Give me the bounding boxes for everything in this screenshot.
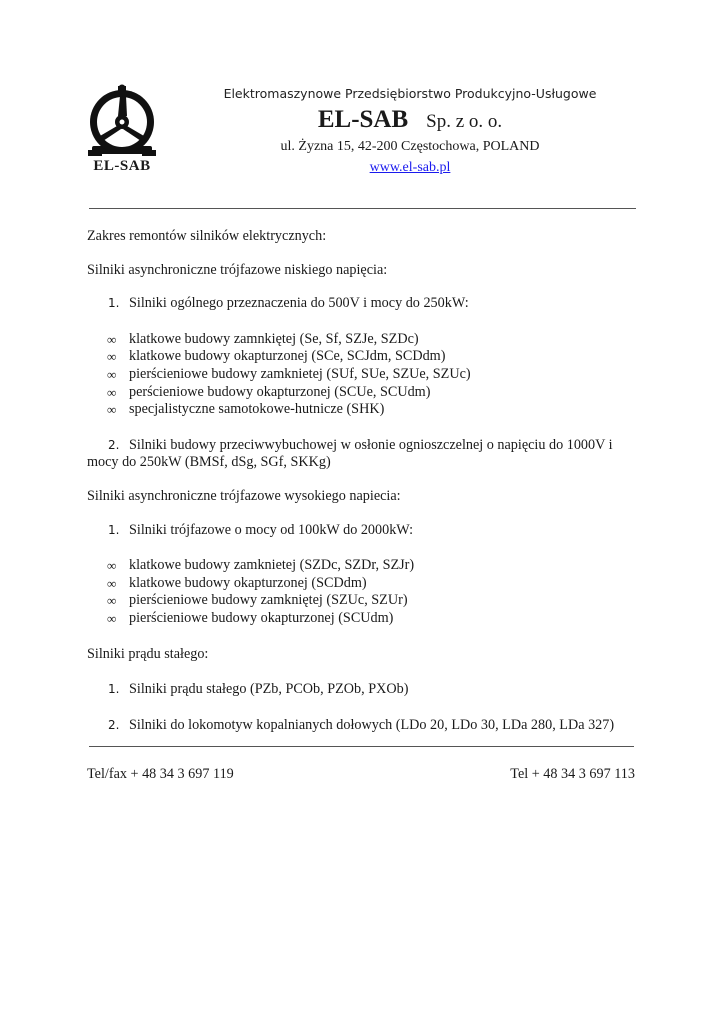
list-item-text: perścieniowe budowy okapturzonej (SCUe, SCUdm): [129, 383, 431, 400]
website-link[interactable]: www.el-sab.pl: [369, 160, 451, 175]
footer-phone: Tel + 48 34 3 697 113: [510, 766, 635, 782]
infinity-bullet-icon: ∞: [107, 593, 117, 609]
infinity-bullet-icon: ∞: [107, 384, 117, 400]
list-item-text: klatkowe budowy zamnkiętej (Se, Sf, SZJe, SZDc): [129, 330, 419, 347]
item-number: 2.: [108, 717, 120, 732]
footer-divider: [89, 746, 634, 747]
infinity-bullet-icon: ∞: [107, 575, 117, 591]
list-item: [87, 592, 647, 610]
list-item-text: specjalistyczne samotokowe-hutnicze (SHK): [129, 401, 385, 418]
motor-emblem-icon: [84, 84, 160, 160]
item-text: Silniki budowy przeciwwybuchowej w osłonie ognioszczelnej o napięciu do 1000V i mocy do 250kW (BMSf, dSg, SGf, SKKg): [87, 436, 613, 471]
list-item-text: klatkowe budowy okapturzonej (SCDdm): [129, 574, 367, 591]
list-item: [87, 557, 647, 575]
item-text: Silniki trójfazowe o mocy od 100kW do 2000kW:: [129, 521, 414, 538]
dc-item-2: [87, 717, 647, 735]
infinity-bullet-icon: ∞: [107, 558, 117, 574]
company-legal-form: Sp. z o. o.: [426, 111, 503, 132]
company-logo: [84, 84, 160, 180]
item-number: 1.: [108, 682, 120, 697]
list-item-text: klatkowe budowy zamknietej (SZDc, SZDr, SZJr): [129, 557, 415, 574]
list-item: [87, 384, 647, 402]
low-voltage-item-2: [87, 437, 647, 472]
document-body: [87, 228, 647, 734]
company-address: ul. Żyzna 15, 42-200 Częstochowa, POLAND: [280, 139, 540, 154]
high-voltage-heading: Silniki asynchroniczne trójfazowe wysokiego napiecia:: [87, 487, 401, 504]
infinity-bullet-icon: ∞: [107, 331, 117, 347]
item-number: 1.: [108, 296, 120, 311]
company-name: EL-SAB: [317, 106, 409, 133]
high-voltage-item-1: [87, 522, 647, 540]
high-voltage-bullet-list: [87, 557, 647, 627]
infinity-bullet-icon: ∞: [107, 402, 117, 418]
company-description: Elektromaszynowe Przedsiębiorstwo Produkcyjno-Usługowe: [223, 86, 597, 101]
list-item: [87, 366, 647, 384]
list-item: [87, 610, 647, 628]
item-number: 2.: [108, 437, 120, 452]
list-item: [87, 401, 647, 419]
company-website: [160, 160, 660, 176]
low-voltage-item-1: [87, 295, 647, 313]
item-text: Silniki ogólnego przeznaczenia do 500V i mocy do 250kW:: [129, 295, 469, 312]
intro-text: Zakres remontów silników elektrycznych:: [87, 228, 327, 244]
low-voltage-heading: Silniki asynchroniczne trójfazowe niskiego napięcia:: [87, 261, 388, 278]
list-item: [87, 331, 647, 349]
low-voltage-bullet-list: [87, 331, 647, 419]
item-text: Silniki do lokomotyw kopalnianych dołowych (LDo 20, LDo 30, LDa 280, LDa 327): [129, 716, 615, 733]
dc-item-1: [87, 681, 647, 699]
footer-phone-fax: Tel/fax + 48 34 3 697 119: [87, 766, 234, 782]
list-item-text: pierścieniowe budowy okapturzonej (SCUdm): [129, 609, 394, 626]
header-divider: [89, 208, 636, 209]
list-item-text: klatkowe budowy okapturzonej (SCe, SCJdm, SCDdm): [129, 348, 446, 365]
list-item-text: pierścieniowe budowy zamknietej (SUf, SUe, SZUe, SZUc): [129, 365, 471, 382]
company-name-row: [160, 106, 660, 134]
logo-text: EL-SAB: [93, 158, 151, 174]
item-number: 1.: [108, 522, 120, 537]
infinity-bullet-icon: ∞: [107, 349, 117, 365]
infinity-bullet-icon: ∞: [107, 366, 117, 382]
list-item-text: pierścieniowe budowy zamkniętej (SZUc, SZUr): [129, 592, 408, 609]
item-text: Silniki prądu stałego (PZb, PCOb, PZOb, PXOb): [129, 681, 409, 698]
dc-heading: Silniki prądu stałego:: [87, 645, 209, 662]
infinity-bullet-icon: ∞: [107, 610, 117, 626]
list-item: [87, 575, 647, 593]
list-item: [87, 348, 647, 366]
